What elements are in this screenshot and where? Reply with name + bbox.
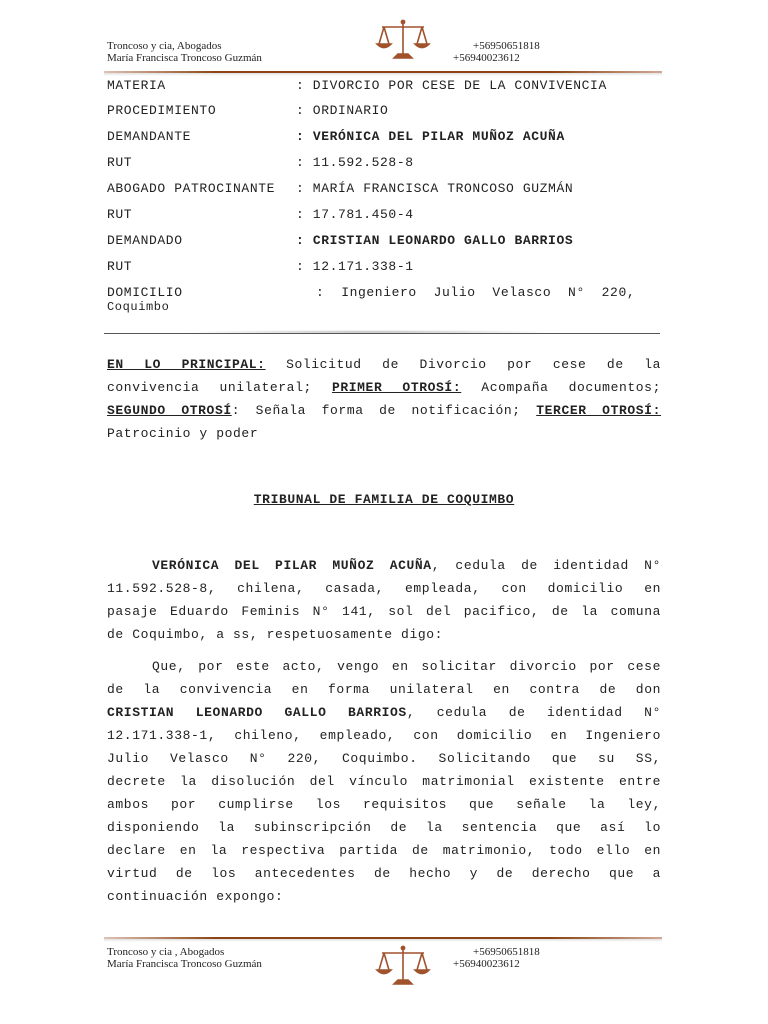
materia-label: MATERIA — [107, 78, 166, 93]
en-lo-principal-label: EN LO PRINCIPAL: — [107, 357, 266, 372]
demandado-colon: : — [296, 233, 305, 248]
p2-line-1: Que, por este acto, vengo en solicitar divorcio por cese — [152, 659, 661, 674]
scales-of-justice-icon — [374, 18, 432, 62]
demandado-field — [296, 233, 573, 248]
domicilio-continuation: Coquimbo — [107, 300, 170, 314]
summary-line-2 — [107, 380, 661, 395]
tercer-otrosi-label: TERCER OTROSÍ: — [536, 403, 661, 418]
demandante-colon: : — [296, 129, 305, 144]
p2-name: CRISTIAN LEONARDO GALLO BARRIOS — [107, 705, 407, 720]
demandante-value: VERÓNICA DEL PILAR MUÑOZ ACUÑA — [312, 129, 565, 144]
header-phone-1: +56950651818 — [473, 40, 540, 52]
demandante-label: DEMANDANTE — [107, 129, 192, 144]
principal-text: Solicitud de Divorcio por cese de la — [286, 357, 662, 372]
demandado-label: DEMANDADO — [107, 233, 183, 248]
procedimiento-value: : ORDINARIO — [296, 103, 389, 118]
p2-line-6: decrete la disolución del vínculo matrimonial existente entre — [107, 774, 661, 789]
footer-phone-2: +56940023612 — [453, 958, 520, 970]
summary-line-2-b: Acompaña documentos; — [481, 380, 661, 395]
p2-line-7: ambos por cumplirse los requisitos que señale la ley, — [107, 797, 661, 812]
footer-firm: Troncoso y cia , Abogados — [107, 946, 225, 958]
domicilio-label: DOMICILIO — [107, 285, 183, 300]
p2-line-2: de la convivencia en forma unilateral en contra de don — [107, 682, 661, 697]
tribunal-heading — [0, 492, 768, 507]
p1-name: VERÓNICA DEL PILAR MUÑOZ ACUÑA — [152, 558, 432, 573]
domicilio-value: : Ingeniero Julio Velasco N° 220, — [316, 285, 636, 300]
procedimiento-label: PROCEDIMIENTO — [107, 103, 217, 118]
abogado-label: ABOGADO PATROCINANTE — [107, 181, 276, 196]
info-separator — [104, 333, 660, 334]
p2-line-4: 12.171.338-1, chileno, empleado, con domicilio en Ingeniero — [107, 728, 661, 743]
p2-line-10: virtud de los antecedentes de hecho y de derecho que a — [107, 866, 661, 881]
footer-rule-shadow — [104, 939, 662, 942]
primer-otrosi-label: PRIMER OTROSÍ: — [331, 380, 462, 395]
p1-line-1 — [152, 558, 661, 573]
summary-line-3-a: : Señala forma de notificación; — [231, 403, 521, 418]
p2-line-8: disponiendo la subinscripción de la sentencia que así lo — [107, 820, 661, 835]
segundo-otrosi-label: SEGUNDO OTROSÍ — [107, 403, 232, 418]
rut-demandado-value: : 12.171.338-1 — [296, 259, 414, 274]
header-lawyer: María Francisca Troncoso Guzmán — [107, 52, 262, 64]
summary-line-2-a: convivencia unilateral; — [107, 380, 312, 395]
summary-line-4: Patrocinio y poder — [107, 426, 259, 441]
rut-demandado-label: RUT — [107, 259, 133, 274]
rut-demandante-value: : 11.592.528-8 — [296, 155, 414, 170]
demandado-value: CRISTIAN LEONARDO GALLO BARRIOS — [312, 233, 574, 248]
p2-line-9: declare en la respectiva partida de matrimonio, todo ello en — [107, 843, 661, 858]
p2-line-3 — [107, 705, 661, 720]
tribunal-title: TRIBUNAL DE FAMILIA DE COQUIMBO — [253, 492, 515, 507]
footer-scales-of-justice-icon — [374, 944, 432, 988]
demandante-field — [296, 129, 565, 144]
header-phone-2: +56940023612 — [453, 52, 520, 64]
rut-abogado-label: RUT — [107, 207, 133, 222]
p1-line-2: 11.592.528-8, chilena, casada, empleada, con domicilio en — [107, 581, 661, 596]
footer-lawyer: María Francisca Troncoso Guzmán — [107, 958, 262, 970]
summary-line-1 — [107, 357, 661, 372]
abogado-value: : MARÍA FRANCISCA TRONCOSO GUZMÁN — [296, 181, 574, 196]
p1-line-1-rest: , cedula de identidad N° — [431, 558, 661, 573]
header-rule-shadow — [104, 73, 662, 76]
summary-line-3 — [107, 403, 661, 418]
p1-line-4: de Coquimbo, a ss, respetuosamente digo: — [107, 627, 444, 642]
footer-phone-1: +56950651818 — [473, 946, 540, 958]
p2-line-11: continuación expongo: — [107, 889, 284, 904]
p2-line-5: Julio Velasco N° 220, Coquimbo. Solicitando que su SS, — [107, 751, 661, 766]
p1-line-3: pasaje Eduardo Feminis N° 141, sol del pacifico, de la comuna — [107, 604, 661, 619]
materia-value: : DIVORCIO POR CESE DE LA CONVIVENCIA — [296, 78, 607, 93]
header-firm: Troncoso y cia, Abogados — [107, 40, 222, 52]
rut-demandante-label: RUT — [107, 155, 133, 170]
p2-line-3-rest: , cedula de identidad N° — [406, 705, 661, 720]
rut-abogado-value: : 17.781.450-4 — [296, 207, 414, 222]
